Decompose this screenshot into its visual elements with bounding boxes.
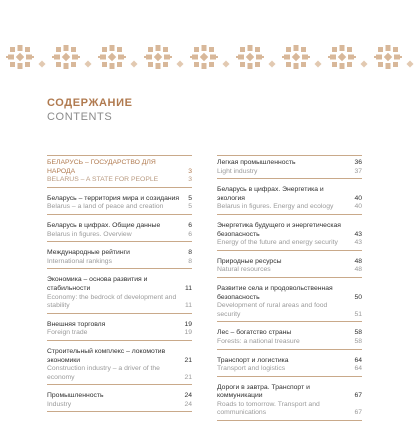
- toc-entry[interactable]: [47, 348, 192, 385]
- toc-entry[interactable]: [47, 392, 192, 412]
- toc-page-ru: 21: [184, 356, 192, 364]
- toc-title-en: Transport and logistics: [217, 365, 286, 373]
- toc-title-ru: Промышленность: [47, 392, 104, 400]
- toc-line-en: [217, 203, 362, 212]
- toc-line-ru: [217, 258, 362, 267]
- toc-line-ru: [217, 159, 362, 168]
- toc-line-en: [47, 176, 192, 185]
- toc-title-en: Roads to tomorrow. Transport and communications: [217, 400, 320, 417]
- toc-title-en: Belarus in figures. Overview: [47, 230, 132, 238]
- toc-page-en: 40: [354, 203, 362, 211]
- toc-title-en: Natural resources: [217, 266, 271, 274]
- toc-line-ru: [47, 321, 192, 330]
- toc-line-en: [217, 239, 362, 248]
- toc-title-ru: Международные рейтинги: [47, 249, 130, 257]
- toc-line-ru: [217, 285, 362, 302]
- toc-title-ru: Природные ресурсы: [217, 257, 282, 265]
- contents-title-ru: СОДЕРЖАНИЕ: [47, 97, 133, 109]
- toc-page-en: 24: [184, 400, 192, 408]
- toc-column-left: [47, 155, 192, 419]
- toc-title-ru: Лес – богатство страны: [217, 329, 292, 337]
- toc-line-en: [47, 231, 192, 240]
- toc-title-en: Belarus in figures. Energy and ecology: [217, 203, 334, 211]
- toc-page-en: 8: [188, 257, 192, 265]
- toc-title-en: Foreign trade: [47, 329, 88, 337]
- toc-line-ru: [47, 348, 192, 365]
- toc-line-ru: [217, 186, 362, 203]
- toc-entry[interactable]: [217, 258, 362, 278]
- toc-entry[interactable]: [217, 222, 362, 251]
- toc-page-ru: 58: [354, 329, 362, 337]
- toc-page-en: 21: [184, 373, 192, 381]
- toc-page-en: 64: [354, 365, 362, 373]
- toc-page-en: 67: [354, 409, 362, 417]
- toc-title-ru: Внешняя торговля: [47, 320, 106, 328]
- toc-line-en: [47, 203, 192, 212]
- toc-line-en: [47, 294, 192, 311]
- toc-title-en: Construction industry – a driver of the economy: [47, 365, 160, 381]
- toc-title-ru: Беларусь в цифрах. Энергетика и экология: [217, 186, 324, 202]
- toc-title-en: Development of rural areas and food security: [217, 302, 328, 318]
- toc-page-ru: 40: [354, 194, 362, 202]
- toc-page-ru: 64: [354, 356, 362, 364]
- toc-title-ru: Экономика – основа развития и стабильности: [47, 276, 148, 292]
- toc-line-ru: [217, 222, 362, 239]
- toc-entry[interactable]: [217, 155, 362, 179]
- toc-entry[interactable]: [217, 329, 362, 349]
- toc-page-ru: 50: [354, 293, 362, 301]
- toc-line-ru: [47, 276, 192, 293]
- toc-title-ru: Строительный комплекс – локомотив экономики: [47, 347, 166, 364]
- toc-title-en: Economy: the bedrock of development and stability: [47, 293, 177, 310]
- toc-line-ru: [47, 392, 192, 401]
- toc-line-en: [217, 401, 362, 418]
- toc-page-en: 51: [354, 310, 362, 318]
- toc-page-ru: 8: [188, 249, 192, 257]
- toc-entry[interactable]: [217, 285, 362, 322]
- toc-page-en: 37: [354, 167, 362, 175]
- toc-title-ru: БЕЛАРУСЬ – ГОСУДАРСТВО ДЛЯ НАРОДА: [47, 159, 156, 175]
- toc-line-ru: [47, 222, 192, 231]
- toc-line-ru: [47, 249, 192, 258]
- toc-page-en: 58: [354, 337, 362, 345]
- toc-title-en: Light industry: [217, 167, 258, 175]
- toc-title-ru: Дороги в завтра. Транспорт и коммуникации: [217, 383, 310, 400]
- toc-page-en: 5: [188, 203, 192, 211]
- toc-page-en: 48: [354, 266, 362, 274]
- toc-line-en: [47, 365, 192, 382]
- toc-page-en: 11: [184, 302, 192, 310]
- toc-page-ru: 19: [184, 320, 192, 328]
- toc-title-en: International rankings: [47, 257, 112, 265]
- toc-line-ru: [217, 329, 362, 338]
- folk-ornament-border: [0, 40, 420, 74]
- toc-page-ru: 6: [188, 221, 192, 229]
- toc-title-ru: Беларусь – территория мира и созидания: [47, 194, 180, 202]
- toc-page-en: 3: [188, 176, 192, 184]
- toc-title-ru: Энергетика будущего и энергетическая безопасность: [217, 221, 341, 238]
- toc-page-ru: 36: [354, 159, 362, 166]
- toc-entry[interactable]: [47, 249, 192, 269]
- toc-line-en: [217, 266, 362, 275]
- toc-entry[interactable]: [47, 276, 192, 313]
- toc-page-ru: 43: [354, 230, 362, 238]
- toc-title-en: BELARUS – A STATE FOR PEOPLE: [47, 176, 159, 184]
- toc-page-ru: 5: [188, 194, 192, 202]
- contents-title-en: CONTENTS: [47, 111, 113, 123]
- toc-line-ru: [217, 384, 362, 401]
- toc-entry[interactable]: [47, 155, 192, 188]
- toc-line-en: [47, 258, 192, 267]
- contents-heading: [47, 96, 133, 124]
- toc-page-ru: 67: [354, 392, 362, 400]
- toc-page-ru: 11: [184, 284, 192, 292]
- toc-entry[interactable]: [217, 186, 362, 215]
- toc-page-ru: 48: [354, 257, 362, 265]
- toc-page-ru: 3: [188, 167, 192, 175]
- toc-title-ru: Беларусь в цифрах. Общие данные: [47, 221, 161, 229]
- toc-page-ru: 24: [184, 392, 192, 400]
- toc-title-en: Industry: [47, 400, 72, 408]
- toc-column-right: [217, 155, 362, 428]
- toc-line-en: [217, 168, 362, 177]
- toc-title-en: Energy of the future and energy security: [217, 239, 338, 247]
- toc-page-en: 43: [354, 239, 362, 247]
- toc-line-en: [217, 338, 362, 347]
- toc-line-ru: [47, 195, 192, 204]
- toc-entry[interactable]: [217, 357, 362, 377]
- toc-title-en: Belarus – a land of peace and creation: [47, 203, 164, 211]
- toc-title-ru: Развитие села и продовольственная безопасность: [217, 284, 333, 301]
- toc-line-ru: [47, 159, 192, 176]
- toc-entry[interactable]: [47, 321, 192, 341]
- toc-line-en: [47, 401, 192, 410]
- toc-line-en: [217, 365, 362, 374]
- toc-line-ru: [217, 357, 362, 366]
- toc-page-en: 19: [184, 329, 192, 337]
- toc-title-en: Forests: a national treasure: [217, 337, 300, 345]
- toc-entry[interactable]: [217, 384, 362, 421]
- toc-title-ru: Легкая промышленность: [217, 159, 296, 166]
- toc-entry[interactable]: [47, 222, 192, 242]
- toc-line-en: [217, 302, 362, 319]
- toc-title-ru: Транспорт и логистика: [217, 356, 289, 364]
- toc-entry[interactable]: [47, 195, 192, 215]
- toc-line-en: [47, 329, 192, 338]
- toc-page-en: 6: [188, 230, 192, 238]
